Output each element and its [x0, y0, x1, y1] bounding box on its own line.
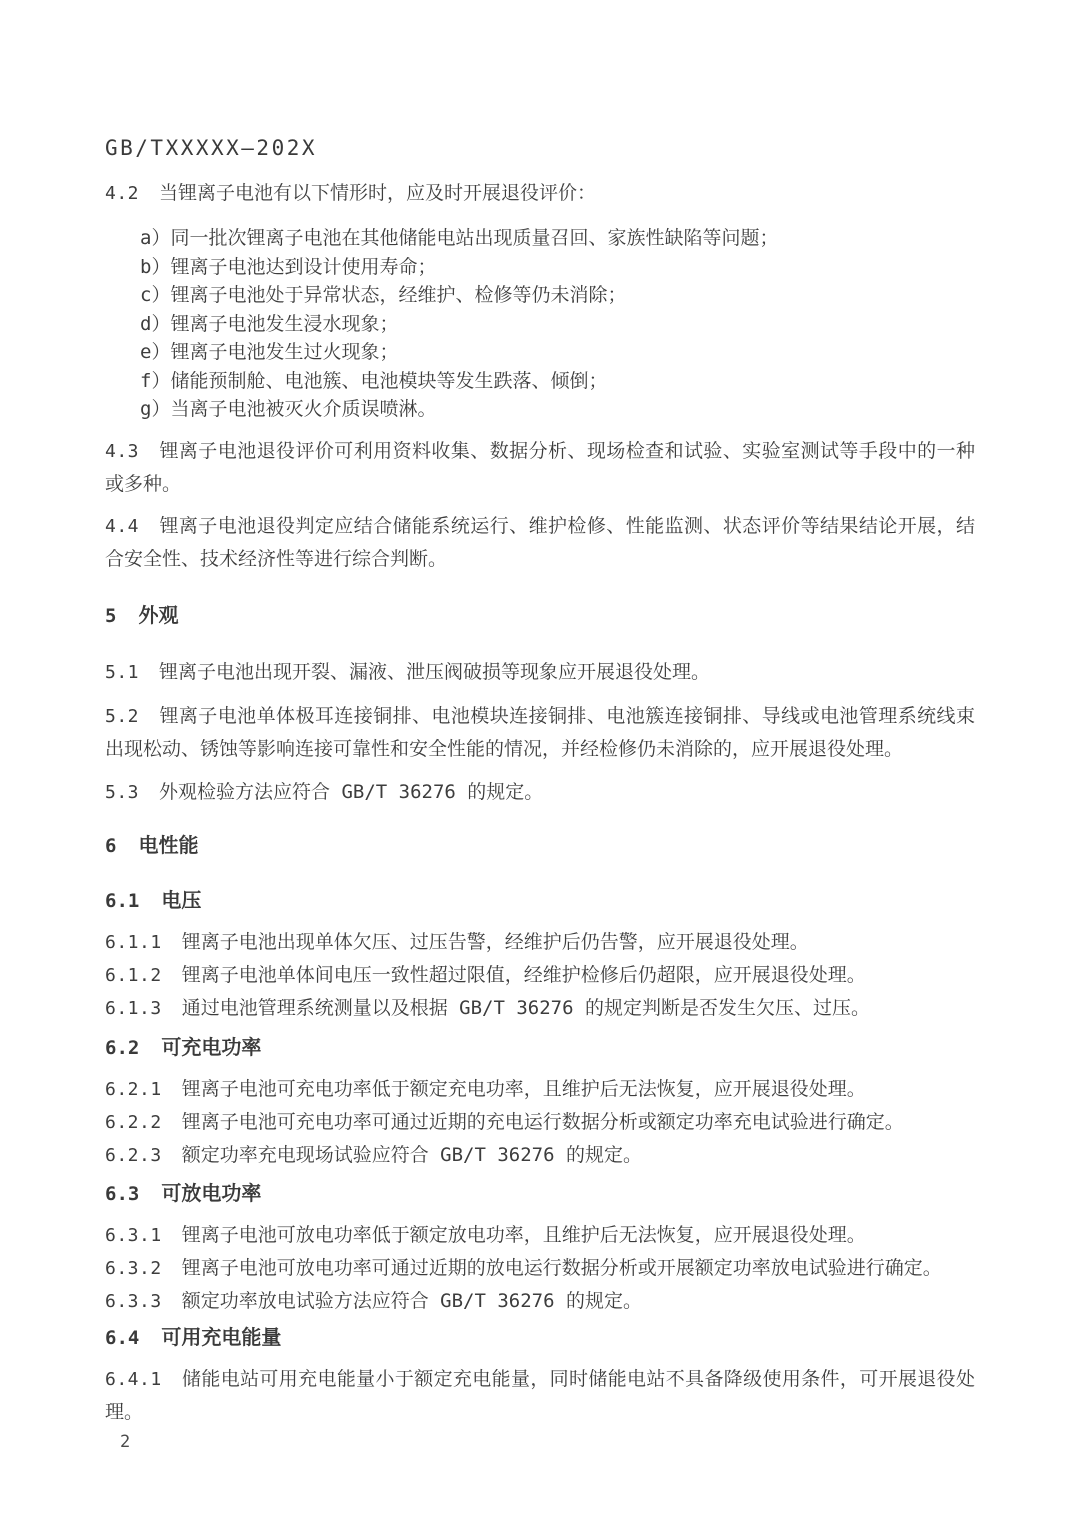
section-number: 6.3: [105, 1182, 140, 1205]
clause-6-2-2: [105, 1106, 975, 1139]
clause-text: 通过电池管理系统测量以及根据 GB/T 36276 的规定判断是否发生欠压、过压。: [181, 996, 870, 1019]
clause-text: 锂离子电池退役判定应结合储能系统运行、维护检修、性能监测、状态评价等结果结论开展，结合安全性、技术经济性等进行综合判断。: [105, 514, 975, 570]
clause-number: 6.3.1: [105, 1224, 162, 1246]
section-heading-6-1: [105, 886, 975, 915]
clause-number: 6.2.3: [105, 1144, 162, 1166]
clause-number: 4.2: [105, 183, 140, 204]
list-item-e: e）锂离子电池发生过火现象；: [140, 341, 399, 363]
clause-number: 5.3: [105, 781, 140, 803]
section-title: 可放电功率: [161, 1180, 262, 1205]
clause-text: 锂离子电池出现开裂、漏液、泄压阀破损等现象应开展退役处理。: [159, 660, 711, 683]
clause-4-2: [105, 177, 975, 210]
standard-number-header: GB/TXXXXX—202X: [105, 136, 318, 160]
clause-5-2: [105, 700, 975, 765]
clause-text: 锂离子电池可充电功率可通过近期的充电运行数据分析或额定功率充电试验进行确定。: [181, 1110, 904, 1133]
clause-number: 6.3.2: [105, 1257, 162, 1279]
clause-text: 锂离子电池出现单体欠压、过压告警，经维护后仍告警，应开展退役处理。: [181, 930, 809, 953]
section-heading-6-3: [105, 1179, 975, 1208]
page-number: 2: [120, 1431, 131, 1452]
section-title: 电性能: [138, 832, 199, 857]
clause-6-1-2: [105, 959, 975, 992]
clause-group-6-3: [105, 1219, 975, 1318]
clause-text: 额定功率放电试验方法应符合 GB/T 36276 的规定。: [181, 1289, 642, 1312]
clause-6-3-1: [105, 1219, 975, 1252]
list-item-d: d）锂离子电池发生浸水现象；: [140, 312, 399, 335]
clause-number: 6.1.2: [105, 964, 162, 986]
section-number: 6.4: [105, 1326, 140, 1349]
section-number: 6.1: [105, 889, 140, 912]
clause-6-3-3: [105, 1285, 975, 1318]
clause-text: 当锂离子电池有以下情形时，应及时开展退役评价：: [159, 182, 597, 204]
clause-number: 4.3: [105, 440, 140, 462]
clause-6-2-3: [105, 1139, 975, 1172]
clause-number: 5.2: [105, 705, 140, 727]
section-title: 可充电功率: [161, 1034, 262, 1059]
section-heading-6-2: [105, 1033, 975, 1062]
clause-text: 外观检验方法应符合 GB/T 36276 的规定。: [159, 780, 544, 803]
section-number: 5: [105, 604, 117, 627]
clause-group-6-1: [105, 926, 975, 1025]
section-heading-6: [105, 831, 975, 860]
clause-5-3: [105, 776, 975, 809]
clause-6-4-1: [105, 1363, 975, 1428]
clause-6-1-3: [105, 992, 975, 1025]
list-item-f: f）储能预制舱、电池簇、电池模块等发生跌落、倾倒；: [140, 369, 608, 392]
clause-number: 6.1.3: [105, 997, 162, 1019]
clause-6-2-1: [105, 1073, 975, 1106]
clause-number: 5.1: [105, 661, 140, 683]
list-item-g: g）当离子电池被灭火介质误喷淋。: [140, 398, 437, 420]
clause-number: 6.2.2: [105, 1111, 162, 1133]
clause-4-2-list: [105, 224, 975, 424]
section-heading-5: [105, 601, 975, 630]
section-title: 可用充电能量: [161, 1324, 282, 1349]
clause-number: 6.3.3: [105, 1290, 162, 1312]
section-number: 6: [105, 834, 117, 857]
clause-5-1: [105, 656, 975, 689]
clause-text: 锂离子电池可充电功率低于额定充电功率，且维护后无法恢复，应开展退役处理。: [181, 1077, 866, 1100]
clause-text: 锂离子电池单体极耳连接铜排、电池模块连接铜排、电池簇连接铜排、导线或电池管理系统线束出现松动、锈蚀等影响连接可靠性和安全性能的情况，并经检修仍未消除的，应开展退役处理。: [105, 704, 975, 760]
clause-text: 额定功率充电现场试验应符合 GB/T 36276 的规定。: [181, 1143, 642, 1166]
section-title: 电压: [161, 887, 202, 912]
clause-4-4: [105, 510, 975, 575]
clause-number: 6.2.1: [105, 1078, 162, 1100]
section-heading-6-4: [105, 1323, 975, 1352]
section-title: 外观: [138, 602, 179, 627]
clause-number: 4.4: [105, 515, 140, 537]
list-item-b: b）锂离子电池达到设计使用寿命；: [140, 255, 437, 278]
clause-number: 6.1.1: [105, 931, 162, 953]
clause-text: 锂离子电池单体间电压一致性超过限值，经维护检修后仍超限，应开展退役处理。: [181, 963, 866, 986]
clause-text: 锂离子电池退役评价可利用资料收集、数据分析、现场检查和试验、实验室测试等手段中的一种或多种。: [105, 439, 975, 495]
clause-number: 6.4.1: [105, 1368, 162, 1390]
clause-4-3: [105, 435, 975, 500]
clause-6-3-2: [105, 1252, 975, 1285]
clause-group-6-2: [105, 1073, 975, 1172]
list-item-a: a）同一批次锂离子电池在其他储能电站出现质量召回、家族性缺陷等问题；: [140, 227, 779, 249]
clause-text: 锂离子电池可放电功率可通过近期的放电运行数据分析或开展额定功率放电试验进行确定。: [181, 1256, 942, 1279]
list-item-c: c）锂离子电池处于异常状态，经维护、检修等仍未消除；: [140, 284, 627, 306]
section-number: 6.2: [105, 1036, 140, 1059]
clause-text: 锂离子电池可放电功率低于额定放电功率，且维护后无法恢复，应开展退役处理。: [181, 1223, 866, 1246]
clause-6-1-1: [105, 926, 975, 959]
clause-text: 储能电站可用充电能量小于额定充电能量，同时储能电站不具备降级使用条件，可开展退役处理。: [105, 1367, 975, 1423]
